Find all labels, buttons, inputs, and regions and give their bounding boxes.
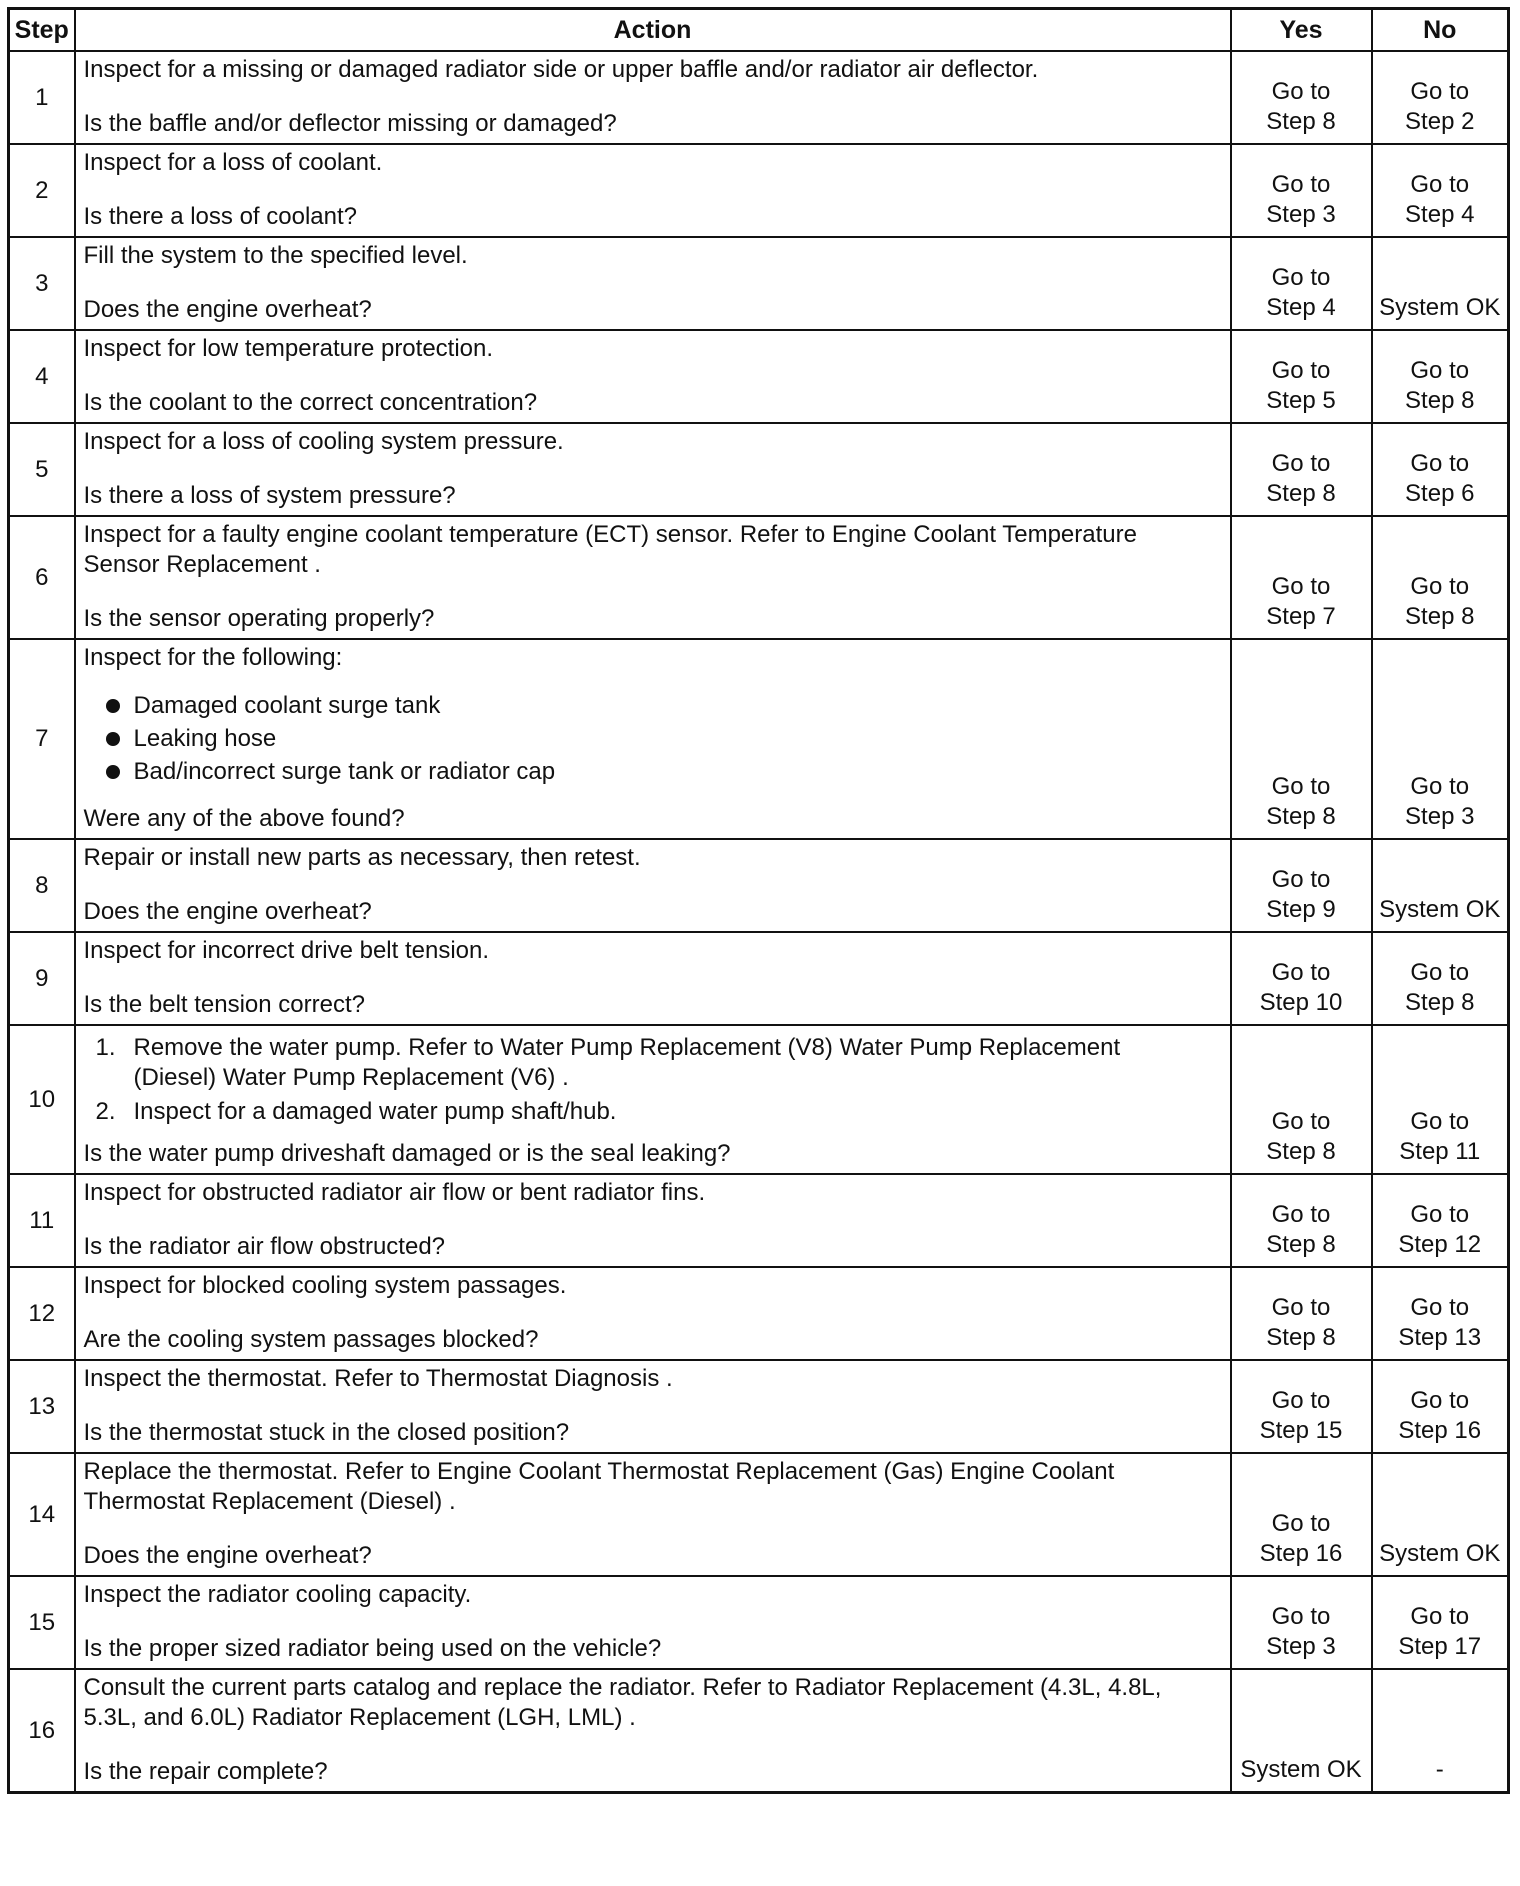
action-question: Is the water pump driveshaft damaged or is the seal leaking? bbox=[83, 1140, 731, 1167]
yes-outcome-line: System OK bbox=[1240, 1756, 1362, 1783]
table-row bbox=[9, 516, 1509, 639]
action-cell bbox=[75, 1360, 1231, 1453]
no-outcome-line: Go to bbox=[1410, 357, 1470, 384]
no-outcome-line: Go to bbox=[1410, 1201, 1470, 1228]
action-cell bbox=[75, 516, 1231, 639]
step-number: 5 bbox=[9, 423, 75, 516]
no-outcome-line: Go to bbox=[1410, 1603, 1470, 1630]
yes-outcome-line: Step 8 bbox=[1266, 1324, 1336, 1351]
action-cell bbox=[75, 330, 1231, 423]
step-number: 6 bbox=[9, 516, 75, 639]
yes-outcome-line: Go to bbox=[1271, 1510, 1331, 1537]
action-instruction: Inspect for a missing or damaged radiator side or upper baffle and/or radiator air deflector. bbox=[83, 56, 1039, 83]
yes-outcome-line: Step 5 bbox=[1266, 387, 1336, 414]
no-outcome-line: Go to bbox=[1410, 1108, 1470, 1135]
action-question: Were any of the above found? bbox=[83, 805, 405, 832]
header-action: Action bbox=[75, 9, 1231, 52]
yes-outcome bbox=[1231, 1360, 1372, 1453]
numbered-list bbox=[84, 1033, 1222, 1127]
action-question: Is there a loss of coolant? bbox=[83, 203, 357, 230]
yes-outcome bbox=[1231, 1267, 1372, 1360]
no-outcome-line: Step 12 bbox=[1398, 1231, 1482, 1258]
no-outcome-line: Step 13 bbox=[1398, 1324, 1482, 1351]
bullet-icon bbox=[106, 699, 120, 713]
yes-outcome-line: Step 15 bbox=[1259, 1417, 1343, 1444]
no-outcome-line: Step 16 bbox=[1398, 1417, 1482, 1444]
no-outcome-line: Go to bbox=[1410, 1387, 1470, 1414]
action-question: Is the thermostat stuck in the closed position? bbox=[83, 1419, 570, 1446]
no-outcome-line: Step 2 bbox=[1405, 108, 1475, 135]
item-number: 1. bbox=[95, 1034, 116, 1061]
yes-outcome-line: Go to bbox=[1271, 1201, 1331, 1228]
yes-outcome bbox=[1231, 1576, 1372, 1669]
action-cell bbox=[75, 423, 1231, 516]
no-outcome-line: Step 8 bbox=[1405, 989, 1475, 1016]
no-outcome bbox=[1372, 839, 1509, 932]
action-instruction: Inspect the thermostat. Refer to Thermostat Diagnosis . bbox=[83, 1365, 673, 1392]
table-row bbox=[9, 51, 1509, 144]
yes-outcome-line: Go to bbox=[1271, 1603, 1331, 1630]
yes-outcome-line: Go to bbox=[1271, 78, 1331, 105]
yes-outcome bbox=[1231, 237, 1372, 330]
no-outcome-line: Step 17 bbox=[1398, 1633, 1482, 1660]
yes-outcome-line: Step 16 bbox=[1259, 1540, 1343, 1567]
action-cell bbox=[75, 1669, 1231, 1793]
table-row bbox=[9, 932, 1509, 1025]
no-outcome bbox=[1372, 237, 1509, 330]
step-number: 8 bbox=[9, 839, 75, 932]
step-number: 10 bbox=[9, 1025, 75, 1174]
action-instruction: Inspect for a loss of coolant. bbox=[83, 149, 383, 176]
bullet-item bbox=[104, 722, 1222, 755]
yes-outcome-line: Step 4 bbox=[1266, 294, 1336, 321]
yes-outcome-line: Step 3 bbox=[1266, 201, 1336, 228]
no-outcome-line: Step 6 bbox=[1405, 480, 1475, 507]
step-number: 1 bbox=[9, 51, 75, 144]
step-number: 13 bbox=[9, 1360, 75, 1453]
yes-outcome bbox=[1231, 1453, 1372, 1576]
yes-outcome-line: Go to bbox=[1271, 1294, 1331, 1321]
table-row bbox=[9, 1174, 1509, 1267]
no-outcome bbox=[1372, 639, 1509, 839]
no-outcome-line: Go to bbox=[1410, 1294, 1470, 1321]
no-outcome bbox=[1372, 1453, 1509, 1576]
yes-outcome-line: Step 8 bbox=[1266, 1231, 1336, 1258]
table-row bbox=[9, 1453, 1509, 1576]
no-outcome-line: Go to bbox=[1410, 171, 1470, 198]
step-number: 16 bbox=[9, 1669, 75, 1793]
yes-outcome-line: Step 8 bbox=[1266, 108, 1336, 135]
numbered-item bbox=[84, 1097, 1222, 1127]
item-text: Remove the water pump. Refer to Water Pump Replacement (V8) Water Pump Replacement (Diesel) Water Pump Replacement (V6) . bbox=[133, 1034, 1121, 1091]
no-outcome-line: Step 4 bbox=[1405, 201, 1475, 228]
yes-outcome-line: Step 10 bbox=[1259, 989, 1343, 1016]
action-question: Does the engine overheat? bbox=[83, 1542, 372, 1569]
header-yes: Yes bbox=[1231, 9, 1372, 52]
action-cell bbox=[75, 1174, 1231, 1267]
no-outcome-line: Step 3 bbox=[1405, 803, 1475, 830]
action-question: Is the proper sized radiator being used on the vehicle? bbox=[83, 1635, 662, 1662]
action-instruction: Inspect the radiator cooling capacity. bbox=[83, 1581, 472, 1608]
bullet-text: Damaged coolant surge tank bbox=[133, 692, 441, 719]
no-outcome-line: System OK bbox=[1379, 896, 1501, 923]
yes-outcome-line: Step 8 bbox=[1266, 1138, 1336, 1165]
action-cell bbox=[75, 639, 1231, 839]
item-text: Inspect for a damaged water pump shaft/hub. bbox=[133, 1098, 617, 1125]
action-question: Is the radiator air flow obstructed? bbox=[83, 1233, 446, 1260]
no-outcome-line: - bbox=[1435, 1756, 1444, 1783]
yes-outcome-line: Step 3 bbox=[1266, 1633, 1336, 1660]
yes-outcome bbox=[1231, 51, 1372, 144]
header-step: Step bbox=[9, 9, 75, 52]
no-outcome-line: Go to bbox=[1410, 773, 1470, 800]
action-instruction: Inspect for blocked cooling system passages. bbox=[83, 1272, 567, 1299]
no-outcome-line: Step 11 bbox=[1399, 1138, 1481, 1165]
yes-outcome bbox=[1231, 423, 1372, 516]
step-number: 14 bbox=[9, 1453, 75, 1576]
table-row bbox=[9, 1025, 1509, 1174]
yes-outcome bbox=[1231, 516, 1372, 639]
yes-outcome bbox=[1231, 1174, 1372, 1267]
step-number: 12 bbox=[9, 1267, 75, 1360]
no-outcome-line: Step 8 bbox=[1405, 603, 1475, 630]
step-number: 2 bbox=[9, 144, 75, 237]
yes-outcome-line: Step 8 bbox=[1266, 803, 1336, 830]
table-row bbox=[9, 639, 1509, 839]
no-outcome-line: System OK bbox=[1379, 1540, 1501, 1567]
step-number: 3 bbox=[9, 237, 75, 330]
no-outcome-line: Go to bbox=[1410, 959, 1470, 986]
no-outcome bbox=[1372, 1669, 1509, 1793]
no-outcome bbox=[1372, 1360, 1509, 1453]
action-cell bbox=[75, 1025, 1231, 1174]
no-outcome bbox=[1372, 1576, 1509, 1669]
yes-outcome bbox=[1231, 330, 1372, 423]
bullet-list bbox=[84, 689, 1222, 788]
bullet-icon bbox=[106, 765, 120, 779]
yes-outcome-line: Go to bbox=[1271, 866, 1331, 893]
yes-outcome-line: Step 9 bbox=[1266, 896, 1336, 923]
action-instruction: Repair or install new parts as necessary, then retest. bbox=[83, 844, 641, 871]
step-number: 11 bbox=[9, 1174, 75, 1267]
header-row bbox=[9, 9, 1509, 52]
no-outcome bbox=[1372, 144, 1509, 237]
no-outcome-line: Go to bbox=[1410, 450, 1470, 477]
yes-outcome-line: Go to bbox=[1271, 773, 1331, 800]
table-row bbox=[9, 1267, 1509, 1360]
table-body bbox=[9, 51, 1509, 1793]
step-number: 15 bbox=[9, 1576, 75, 1669]
action-question: Is the baffle and/or deflector missing or damaged? bbox=[83, 110, 617, 137]
action-cell bbox=[75, 1267, 1231, 1360]
diagnostic-table bbox=[7, 7, 1510, 1794]
table-row bbox=[9, 839, 1509, 932]
action-instruction: Inspect for a loss of cooling system pressure. bbox=[83, 428, 564, 455]
yes-outcome-line: Go to bbox=[1271, 1387, 1331, 1414]
action-instruction: Inspect for the following: bbox=[83, 644, 343, 671]
action-question: Is the repair complete? bbox=[83, 1758, 328, 1785]
no-outcome bbox=[1372, 516, 1509, 639]
bullet-item bbox=[104, 689, 1222, 722]
action-instruction: Fill the system to the specified level. bbox=[83, 242, 468, 269]
yes-outcome bbox=[1231, 839, 1372, 932]
header-no: No bbox=[1372, 9, 1509, 52]
yes-outcome-line: Go to bbox=[1271, 357, 1331, 384]
no-outcome bbox=[1372, 330, 1509, 423]
action-question: Is there a loss of system pressure? bbox=[83, 482, 456, 509]
no-outcome-line: Go to bbox=[1410, 573, 1470, 600]
table-row bbox=[9, 1360, 1509, 1453]
action-instruction: Inspect for a faulty engine coolant temperature (ECT) sensor. Refer to Engine Coolant Temperature Sensor Replacement . bbox=[83, 521, 1137, 578]
action-cell bbox=[75, 51, 1231, 144]
yes-outcome-line: Go to bbox=[1271, 264, 1331, 291]
action-instruction: Inspect for incorrect drive belt tension. bbox=[83, 937, 490, 964]
no-outcome bbox=[1372, 1025, 1509, 1174]
item-number: 2. bbox=[95, 1098, 116, 1125]
action-question: Is the sensor operating properly? bbox=[83, 605, 435, 632]
yes-outcome-line: Step 8 bbox=[1266, 480, 1336, 507]
action-question: Is the belt tension correct? bbox=[83, 991, 365, 1018]
action-question: Does the engine overheat? bbox=[83, 898, 372, 925]
yes-outcome-line: Go to bbox=[1271, 450, 1331, 477]
no-outcome bbox=[1372, 1267, 1509, 1360]
step-number: 7 bbox=[9, 639, 75, 839]
table-row bbox=[9, 423, 1509, 516]
table-row bbox=[9, 1576, 1509, 1669]
action-instruction: Inspect for obstructed radiator air flow or bent radiator fins. bbox=[83, 1179, 706, 1206]
table-row bbox=[9, 144, 1509, 237]
action-cell bbox=[75, 237, 1231, 330]
no-outcome bbox=[1372, 51, 1509, 144]
no-outcome bbox=[1372, 932, 1509, 1025]
yes-outcome bbox=[1231, 639, 1372, 839]
no-outcome-line: Go to bbox=[1410, 78, 1470, 105]
yes-outcome bbox=[1231, 1025, 1372, 1174]
yes-outcome-line: Go to bbox=[1271, 171, 1331, 198]
table-row bbox=[9, 1669, 1509, 1793]
yes-outcome-line: Go to bbox=[1271, 573, 1331, 600]
action-question: Is the coolant to the correct concentration? bbox=[83, 389, 538, 416]
action-question: Are the cooling system passages blocked? bbox=[83, 1326, 539, 1353]
table-row bbox=[9, 237, 1509, 330]
numbered-item bbox=[84, 1033, 1222, 1093]
action-cell bbox=[75, 144, 1231, 237]
no-outcome bbox=[1372, 423, 1509, 516]
yes-outcome-line: Go to bbox=[1271, 1108, 1331, 1135]
bullet-icon bbox=[106, 732, 120, 746]
step-number: 9 bbox=[9, 932, 75, 1025]
yes-outcome bbox=[1231, 144, 1372, 237]
bullet-text: Bad/incorrect surge tank or radiator cap bbox=[133, 758, 556, 785]
action-cell bbox=[75, 839, 1231, 932]
action-instruction: Consult the current parts catalog and replace the radiator. Refer to Radiator Replacement (4.3L, 4.8L, 5.3L, and 6.0L) Radiator Replacement (LGH, LML) . bbox=[83, 1674, 1162, 1731]
bullet-item bbox=[104, 755, 1222, 788]
action-cell bbox=[75, 932, 1231, 1025]
no-outcome-line: System OK bbox=[1379, 294, 1501, 321]
yes-outcome bbox=[1231, 1669, 1372, 1793]
yes-outcome-line: Step 7 bbox=[1266, 603, 1336, 630]
action-instruction: Inspect for low temperature protection. bbox=[83, 335, 494, 362]
action-cell bbox=[75, 1453, 1231, 1576]
step-number: 4 bbox=[9, 330, 75, 423]
bullet-text: Leaking hose bbox=[133, 725, 277, 752]
action-question: Does the engine overheat? bbox=[83, 296, 372, 323]
yes-outcome bbox=[1231, 932, 1372, 1025]
table-row bbox=[9, 330, 1509, 423]
no-outcome-line: Step 8 bbox=[1405, 387, 1475, 414]
action-instruction: Replace the thermostat. Refer to Engine Coolant Thermostat Replacement (Gas) Engine Coolant Thermostat Replacement (Diesel) . bbox=[83, 1458, 1115, 1515]
no-outcome bbox=[1372, 1174, 1509, 1267]
yes-outcome-line: Go to bbox=[1271, 959, 1331, 986]
action-cell bbox=[75, 1576, 1231, 1669]
